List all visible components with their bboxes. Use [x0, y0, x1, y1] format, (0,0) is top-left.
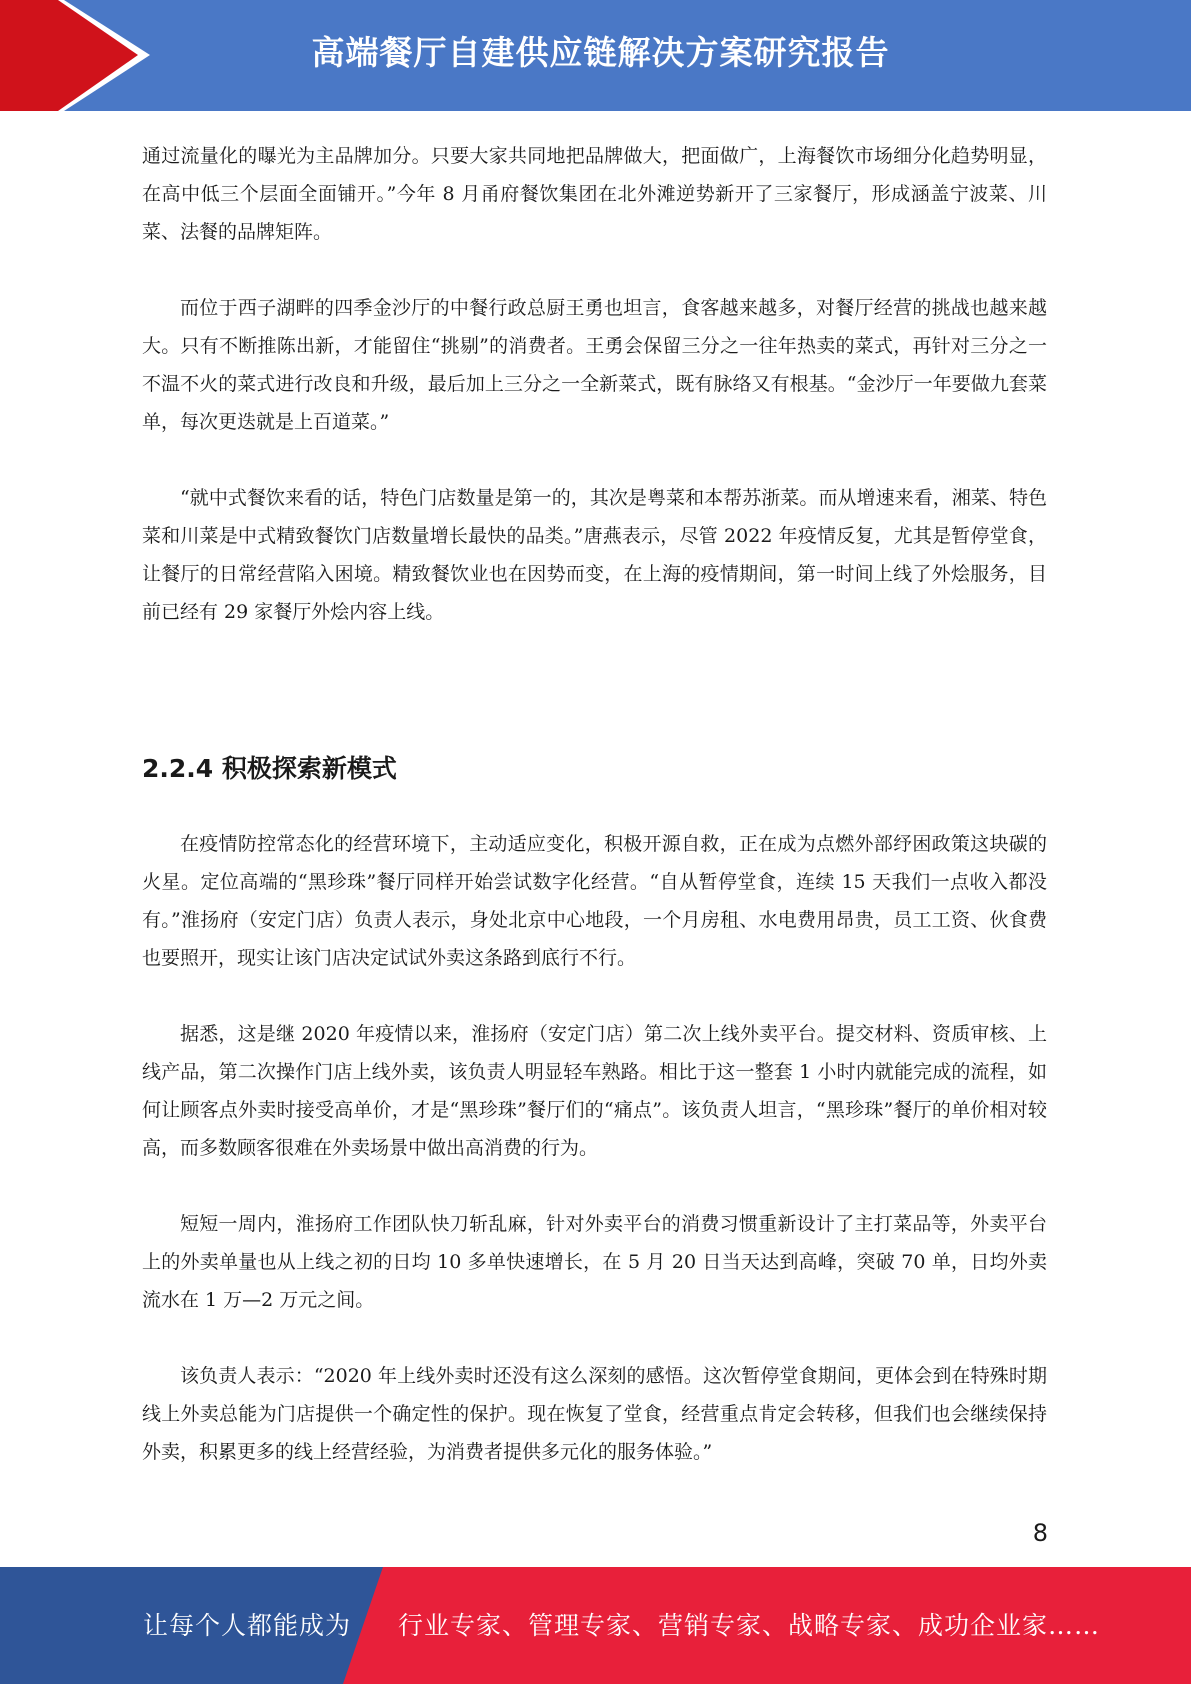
paragraph: 该负责人表示：“2020 年上线外卖时还没有这么深刻的感悟。这次暂停堂食期间，更体会到在特殊时期线上外卖总能为门店提供一个确定性的保护。现在恢复了堂食，经营重点肯定会转移，但我们也会继续保持外卖，积累更多的线上经营经验，为消费者提供多元化的服务体验。”	[142, 1365, 1047, 1463]
report-title: 高端餐厅自建供应链解决方案研究报告	[311, 33, 890, 72]
paragraph: “就中式餐饮来看的话，特色门店数量是第一的，其次是粤菜和本帮苏浙菜。而从增速来看，湘菜、特色菜和川菜是中式精致餐饮门店数量增长最快的品类。”唐燕表示，尽管 2022 年疫情反复，尤其是暂停堂食，让餐厅的日常经营陷入困境。精致餐饮业也在因势而变，在上海的疫情期间，第一时间上线了外烩服务，目前已经有 29 家餐厅外烩内容上线。	[142, 487, 1047, 623]
footer-slogan-left: 让每个人都能成为	[143, 1611, 352, 1640]
page-footer	[0, 1567, 1191, 1684]
page-header	[0, 0, 1191, 111]
footer-slogan-right: 行业专家、管理专家、营销专家、战略专家、成功企业家……	[398, 1611, 1101, 1640]
document-body	[142, 137, 1047, 1509]
section-heading: 2.2.4 积极探索新模式	[142, 754, 397, 783]
paragraph: 而位于西子湖畔的四季金沙厅的中餐行政总厨王勇也坦言，食客越来越多，对餐厅经营的挑战也越来越大。只有不断推陈出新，才能留住“挑剔”的消费者。王勇会保留三分之一往年热卖的菜式，再针对三分之一不温不火的菜式进行改良和升级，最后加上三分之一全新菜式，既有脉络又有根基。“金沙厅一年要做九套菜单，每次更迭就是上百道菜。”	[142, 297, 1047, 433]
paragraph: 据悉，这是继 2020 年疫情以来，淮扬府（安定门店）第二次上线外卖平台。提交材料、资质审核、上线产品，第二次操作门店上线外卖，该负责人明显轻车熟路。相比于这一整套 1 小时内就能完成的流程，如何让顾客点外卖时接受高单价，才是“黑珍珠”餐厅们的“痛点”。该负责人坦言，“黑珍珠”餐厅的单价相对较高，而多数顾客很难在外卖场景中做出高消费的行为。	[142, 1023, 1047, 1159]
paragraph: 通过流量化的曝光为主品牌加分。只要大家共同地把品牌做大，把面做广，上海餐饮市场细分化趋势明显，在高中低三个层面全面铺开。”今年 8 月甬府餐饮集团在北外滩逆势新开了三家餐厅，形成涵盖宁波菜、川菜、法餐的品牌矩阵。	[142, 145, 1047, 243]
paragraph: 短短一周内，淮扬府工作团队快刀斩乱麻，针对外卖平台的消费习惯重新设计了主打菜品等，外卖平台上的外卖单量也从上线之初的日均 10 多单快速增长，在 5 月 20 日当天达到高峰，突破 70 单，日均外卖流水在 1 万—2 万元之间。	[142, 1213, 1047, 1311]
page-number: 8	[1032, 1519, 1048, 1547]
paragraph: 在疫情防控常态化的经营环境下，主动适应变化，积极开源自救，正在成为点燃外部纾困政策这块碳的火星。定位高端的“黑珍珠”餐厅同样开始尝试数字化经营。“自从暂停堂食，连续 15 天我们一点收入都没有。”淮扬府（安定门店）负责人表示，身处北京中心地段，一个月房租、水电费用昂贵，员工工资、伙食费也要照开，现实让该门店决定试试外卖这条路到底行不行。	[142, 833, 1047, 969]
